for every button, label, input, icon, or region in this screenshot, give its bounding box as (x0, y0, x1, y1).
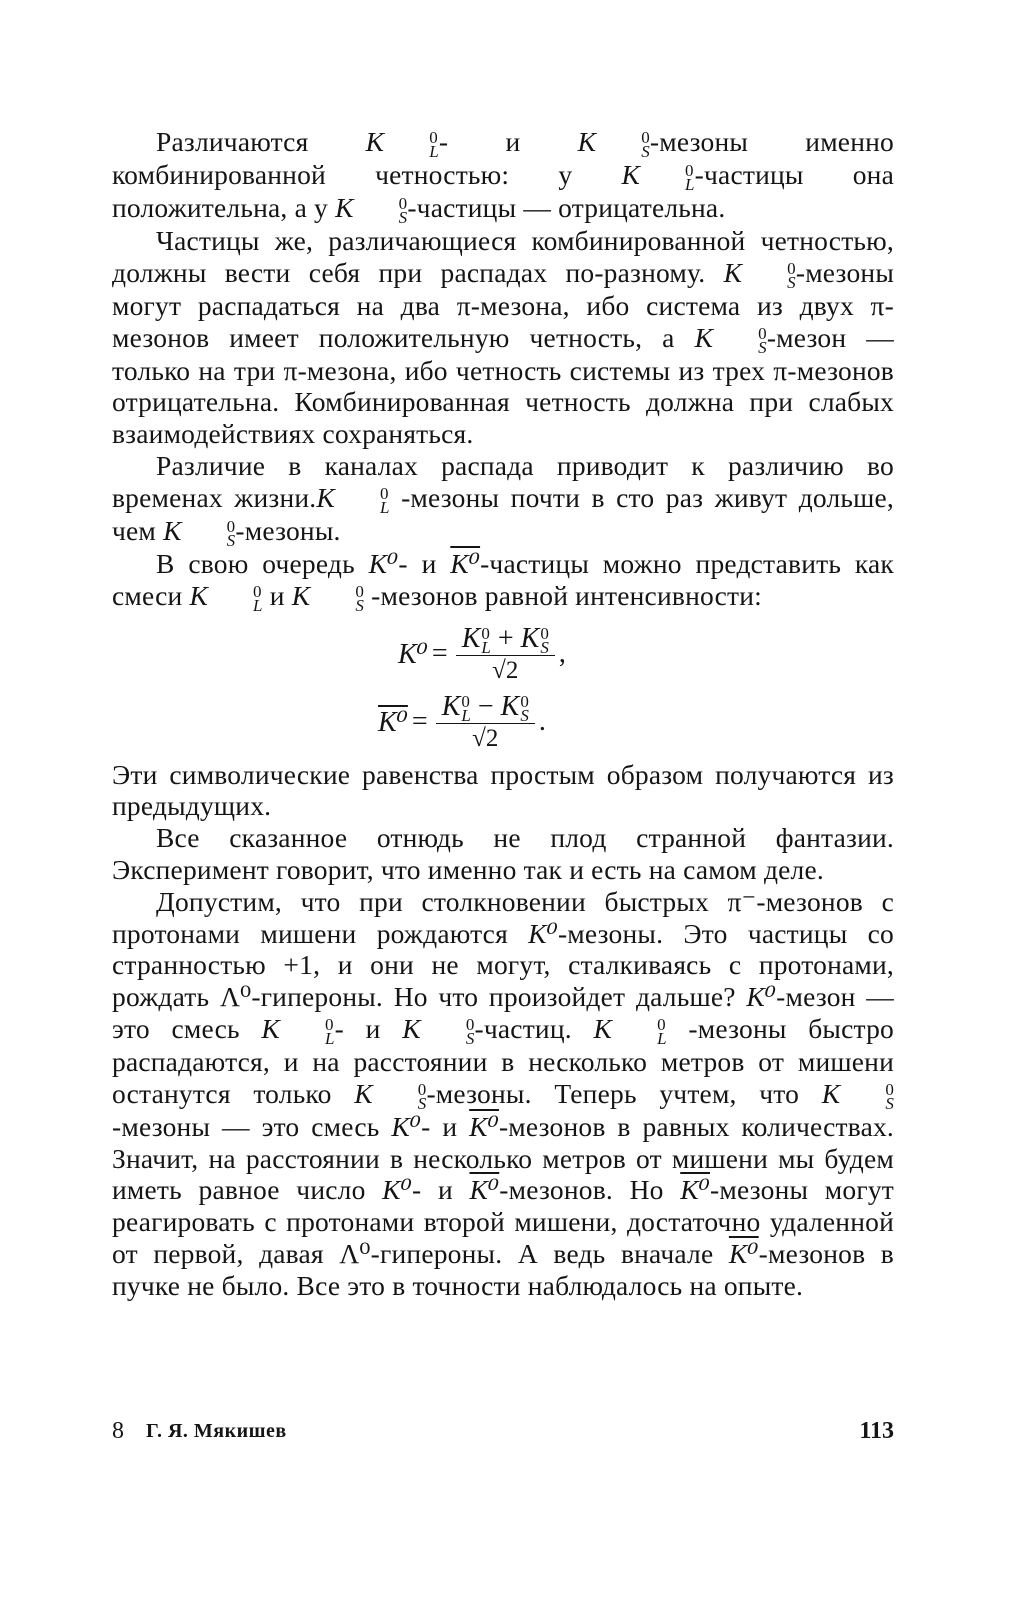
text-run: -частиц. (474, 1012, 594, 1044)
text-run: Допустим, что при столкновении быстрых (156, 885, 728, 917)
k0-bar-symbol: K⁰ (450, 547, 481, 579)
lambda0-symbol: Λ⁰ (339, 1237, 371, 1269)
text-run: -мезоны могут распадаться на два π-мезона, ибо система из двух π-мезонов имеет положительную четность, а (112, 256, 894, 353)
text-run: -мезонов в пучке не было. Все это в точности наблюдалось на опыте. (112, 1237, 894, 1301)
text-run: -мезоны быстро распадаются, и на расстоянии в несколько метров от мишени останутся только (112, 1012, 894, 1109)
superscript-subscript (209, 581, 263, 615)
superscript-subscript (281, 1014, 335, 1048)
text-run: -мезон — только на три π-мезона, ибо четность системы из трех π-мезонов отрицательна. Комбинированная четность должна при слабых взаимодействиях сохраняться. (112, 321, 895, 450)
numerator (456, 623, 555, 656)
sup: 0 (398, 194, 408, 213)
k-symbol: K (500, 690, 520, 722)
pi-minus-symbol: π⁻ (727, 885, 757, 917)
sup: 0 (885, 1079, 895, 1099)
k-symbol: K (441, 690, 461, 722)
sup: 0 (379, 483, 389, 503)
k-symbol: K (577, 126, 597, 157)
k0-bar-symbol: K⁰ (469, 1110, 499, 1142)
text-run: -мезоны. (235, 514, 341, 546)
sup: 0 (461, 691, 470, 711)
k-symbol: K (335, 192, 354, 223)
denominator (492, 656, 518, 686)
superscript-subscript (461, 691, 471, 725)
text-run: -мезоны именно комбинированной четностью: у (112, 126, 894, 190)
sub: S (417, 1093, 427, 1113)
text-run: - и (438, 126, 578, 157)
sub: S (758, 337, 767, 357)
signature-number: 8 (112, 1418, 124, 1444)
k0-symbol: K⁰ (746, 981, 777, 1013)
sup: 0 (657, 1014, 666, 1034)
paragraph-6: Все сказанное отнюдь не плод странной фантазии. Эксперимент говорит, что именно так и есть на самом деле. (112, 822, 894, 885)
text-run: -гипероны. Но что произойдет дальше? (251, 981, 747, 1013)
paragraph-1 (112, 126, 894, 225)
formula-k0-bar (378, 691, 546, 754)
k-symbol: K (520, 622, 540, 654)
sup: 0 (465, 1014, 475, 1034)
numerator (436, 691, 535, 724)
k-symbol: K (821, 1077, 841, 1109)
sup: 0 (641, 128, 650, 147)
paragraph-7 (112, 886, 894, 1302)
sub: S (641, 142, 650, 161)
text-run: -частицы она положительна, а у (112, 159, 895, 223)
formula-k0 (398, 623, 566, 686)
sup: 0 (417, 1079, 427, 1099)
text-run: - и (398, 547, 451, 579)
text-run: -мезонов. Но (499, 1174, 681, 1206)
text-run: -мезонов в равных количествах. Значит, на расстоянии в несколько метров от мишени мы будем иметь равное число (112, 1110, 895, 1206)
k-symbol: K (291, 579, 311, 611)
text-run: -мезоны могут реагировать с протонами второй мишени, достаточно удаленной от первой, давая (112, 1174, 895, 1269)
sup: 0 (520, 691, 529, 711)
superscript-subscript (841, 1079, 895, 1113)
sub: S (885, 1093, 895, 1113)
text-run: - и (334, 1012, 403, 1044)
formula-block (112, 613, 894, 759)
superscript-subscript (355, 194, 408, 227)
plus-sign: + (490, 622, 521, 654)
k0-symbol: K⁰ (528, 917, 558, 949)
k-symbol: K (261, 1012, 280, 1044)
comma: , (558, 638, 566, 670)
sup: 0 (253, 581, 262, 601)
fraction (456, 623, 555, 686)
k0-symbol: K⁰ (382, 1174, 412, 1206)
text-run: -мезоны — это смесь (112, 1110, 392, 1142)
superscript-subscript (422, 1014, 475, 1048)
k-symbol: K (723, 256, 743, 288)
text-run: -частицы — отрицательна. (407, 192, 726, 223)
sqrt-two: √2 (492, 656, 519, 684)
k-symbol: K (316, 481, 335, 513)
k0-bar-symbol: K⁰ (469, 1174, 500, 1206)
text-run: Частицы же, различающиеся комбинированной четностью, должны вести себя при распадах по-разному. (112, 225, 894, 288)
sup: 0 (324, 1014, 334, 1034)
superscript-subscript (481, 623, 491, 657)
sub: L (324, 1028, 335, 1048)
superscript-subscript (385, 128, 439, 161)
sup: 0 (481, 623, 490, 643)
sub: S (226, 530, 236, 550)
text-run: и (262, 579, 292, 611)
superscript-subscript (540, 623, 549, 657)
k-symbol: K (694, 321, 714, 353)
page-body (112, 126, 894, 1302)
sup: 0 (540, 623, 549, 643)
sub: L (657, 1028, 667, 1048)
sup: 0 (685, 161, 694, 180)
paragraph-5: Эти символические равенства простым образом получаются из предыдущих. (112, 758, 894, 822)
sqrt-two: √2 (472, 724, 499, 752)
sub: S (465, 1028, 475, 1048)
sup: 0 (758, 323, 767, 343)
k-symbol: K (189, 579, 209, 611)
superscript-subscript (311, 581, 365, 615)
sub: S (540, 637, 549, 657)
text-run: В свою очередь (156, 547, 369, 579)
text-run: -гипероны. А ведь вначале (370, 1237, 729, 1269)
sup: 0 (226, 516, 236, 536)
signature-author: Г. Я. Мякишев (146, 1420, 287, 1442)
sub: L (461, 705, 471, 725)
k0-symbol: K⁰ (368, 547, 399, 579)
sub: S (787, 272, 796, 292)
k-symbol: K (163, 514, 182, 546)
period: . (538, 706, 546, 738)
sup: 0 (355, 581, 365, 601)
formula-lhs: K⁰ (398, 639, 428, 671)
k-symbol: K (461, 622, 481, 654)
superscript-subscript (183, 516, 236, 550)
k-symbol: K (354, 1077, 373, 1109)
page-number: 113 (859, 1418, 894, 1444)
fraction (436, 691, 535, 754)
superscript-subscript (714, 323, 767, 357)
k0-symbol: K⁰ (391, 1110, 422, 1142)
denominator (472, 724, 498, 754)
k-symbol: K (593, 1012, 613, 1044)
k-symbol: K (402, 1012, 421, 1044)
text-run: -частицы можно представить как смеси (112, 547, 894, 611)
sub: L (379, 497, 390, 517)
superscript-subscript (597, 128, 650, 161)
paragraph-4 (112, 548, 894, 613)
lambda0-symbol: Λ⁰ (219, 981, 252, 1013)
k-symbol: K (621, 159, 641, 190)
sub: L (429, 142, 439, 161)
sub: L (253, 595, 263, 615)
superscript-subscript (374, 1079, 427, 1113)
equals-sign: = (411, 706, 428, 738)
text-run: -мезоны. Теперь учтем, что (426, 1077, 822, 1109)
text-run: - и (421, 1110, 470, 1142)
k0-bar-symbol: K⁰ (680, 1174, 711, 1206)
k0-bar-symbol: K⁰ (728, 1237, 759, 1269)
text-run: - и (411, 1174, 470, 1206)
text-run: -мезонов с протонами мишени рождаются (112, 885, 894, 949)
text-run: -мезонов равной интенсивности: (364, 579, 762, 611)
minus-sign: − (470, 690, 501, 722)
superscript-subscript (520, 691, 529, 725)
page-footer (112, 1418, 894, 1458)
sub: L (685, 175, 695, 194)
superscript-subscript (613, 1014, 667, 1048)
sub: L (481, 637, 491, 657)
text-run: -мезоны. Это частицы со странностью +1, и они не могут, сталкиваясь с протонами, рождать (112, 917, 894, 1013)
text-run: Различие в каналах распада приводит к различию во временах жизни. (112, 449, 894, 513)
k-symbol: K (365, 126, 385, 157)
sub: S (398, 208, 408, 227)
sup: 0 (429, 128, 438, 147)
superscript-subscript (641, 161, 695, 194)
sub: S (355, 595, 365, 615)
sub: S (520, 705, 529, 725)
formula-lhs: K⁰ (378, 707, 408, 739)
superscript-subscript (743, 258, 796, 292)
paragraph-3 (112, 450, 894, 548)
text-run: Различаются (156, 126, 366, 157)
text-run: -мезон — это смесь (112, 981, 894, 1044)
superscript-subscript (336, 483, 390, 517)
text-run: -мезоны почти в сто раз живут дольше, чем (112, 481, 894, 546)
paragraph-2 (112, 225, 894, 450)
sup: 0 (787, 258, 796, 278)
equals-sign: = (431, 638, 448, 670)
